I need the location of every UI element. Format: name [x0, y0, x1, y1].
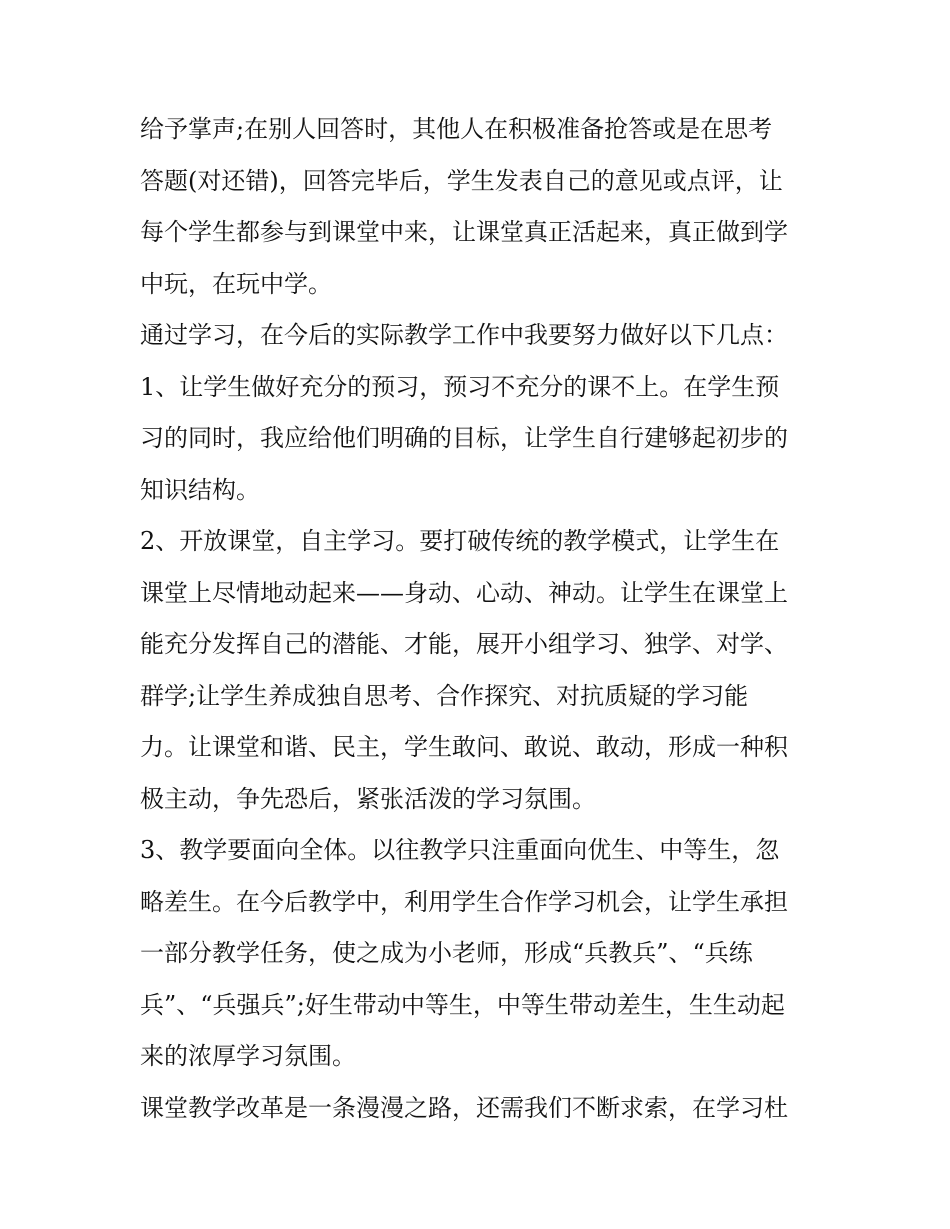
text-line: 略差生。在今后教学中，利用学生合作学习机会，让学生承担: [140, 887, 788, 916]
text-line: 课堂教学改革是一条漫漫之路，还需我们不断求索，在学习杜: [140, 1093, 788, 1122]
text-line: 通过学习，在今后的实际教学工作中我要努力做好以下几点：: [140, 321, 788, 349]
text-line: 答题(对还错)，回答完毕后，学生发表自己的意见或点评，让: [140, 166, 783, 195]
document-body: [140, 104, 820, 1134]
text-line: 中玩，在玩中学。: [140, 269, 332, 298]
text-line: 2、开放课堂，自主学习。要打破传统的教学模式，让学生在: [140, 527, 780, 555]
text-line: 知识结构。: [140, 475, 260, 504]
text-line: 3、教学要面向全体。以往教学只注重面向优生、中等生，忽: [140, 836, 780, 864]
text-line: 给予掌声;在别人回答时，其他人在积极准备抢答或是在思考: [140, 115, 773, 143]
text-line: 1、让学生做好充分的预习，预习不充分的课不上。在学生预: [140, 372, 780, 401]
text-line: 力。让课堂和谐、民主，学生敢问、敢说、敢动，形成一种积: [140, 733, 788, 761]
text-line: 群学;让学生养成独自思考、合作探究、对抗质疑的学习能: [140, 681, 749, 710]
text-line: 来的浓厚学习氛围。: [140, 1042, 356, 1070]
text-line: 课堂上尽情地动起来——身动、心动、神动。让学生在课堂上: [140, 578, 788, 607]
text-line: 习的同时，我应给他们明确的目标，让学生自行建够起初步的: [140, 424, 788, 452]
text-line: 极主动，争先恐后，紧张活泼的学习氛围。: [140, 784, 596, 813]
text-line: 一部分教学任务，使之成为小老师，形成“兵教兵”、“兵练: [140, 939, 753, 967]
text-line: 能充分发挥自己的潜能、才能，展开小组学习、独学、对学、: [140, 630, 788, 658]
text-line: 每个学生都参与到课堂中来，让课堂真正活起来，真正做到学: [140, 218, 788, 246]
text-line: 兵”、“兵强兵”;好生带动中等生，中等生带动差生，生生动起: [140, 990, 785, 1019]
